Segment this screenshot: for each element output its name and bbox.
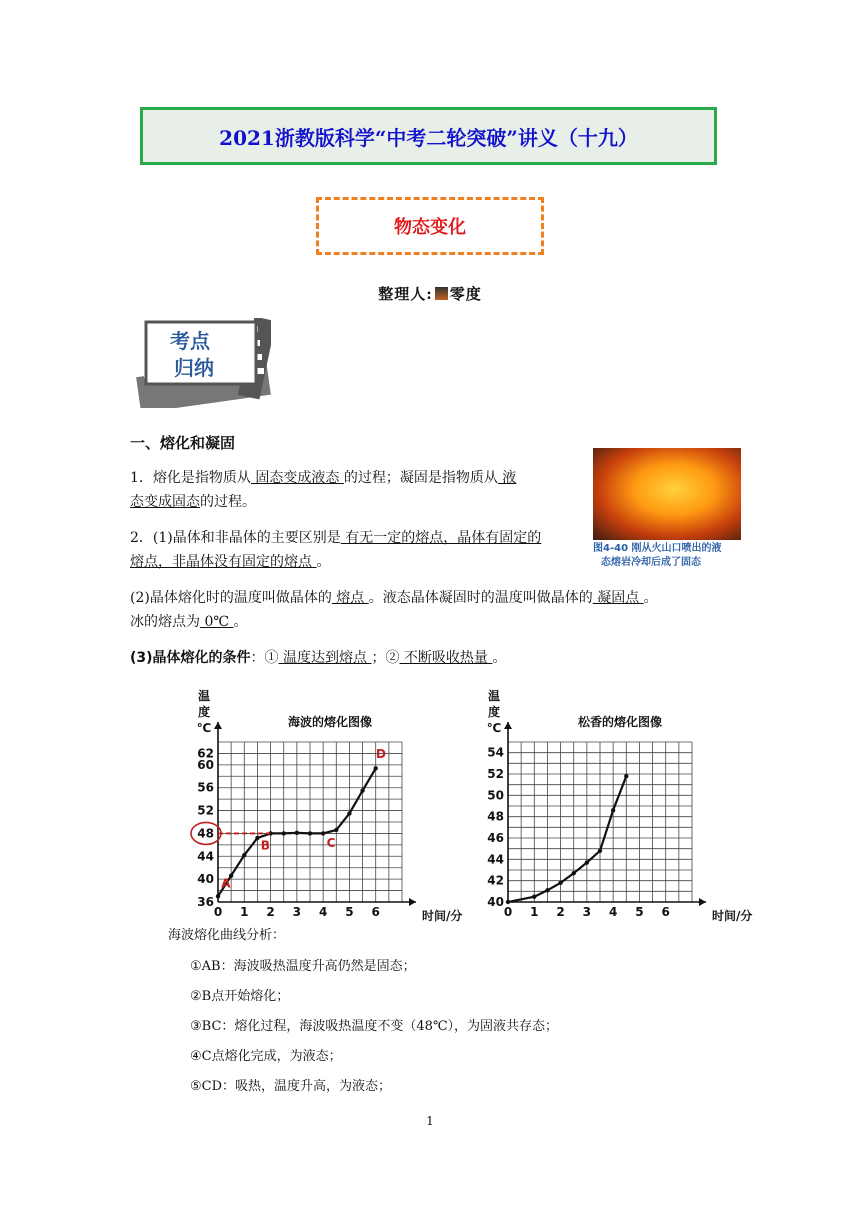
data-point bbox=[216, 894, 220, 898]
paragraph-2 bbox=[130, 526, 585, 574]
p4-text-d: ；② bbox=[371, 650, 400, 666]
p1-answer-1: 固态变成液态 bbox=[250, 470, 344, 486]
x-tick-label: 0 bbox=[213, 905, 223, 919]
p3-text-c: 。液态晶体凝固时的温度叫做晶体的 bbox=[368, 590, 593, 606]
y-tick-label: 52 bbox=[487, 767, 504, 781]
y-tick-label: 42 bbox=[487, 873, 504, 888]
y-tick-label: 60 bbox=[197, 757, 214, 772]
analysis-item: ②B点开始熔化； bbox=[190, 989, 290, 1004]
analysis-list bbox=[190, 952, 558, 1102]
p4-text-b: ：① bbox=[250, 650, 279, 666]
lava-caption-line1: 图4-40 刚从火山口喷出的液 bbox=[593, 543, 722, 554]
data-point bbox=[611, 808, 615, 812]
p1-answer-2a: 液 bbox=[497, 470, 517, 486]
data-point bbox=[585, 860, 589, 864]
data-point bbox=[255, 836, 259, 840]
point-label: A bbox=[221, 876, 231, 891]
chart-hypo-melting bbox=[190, 684, 470, 924]
point-label: D bbox=[375, 747, 386, 761]
p3-text-a: (2)晶体熔化时的温度叫做晶体的 bbox=[130, 590, 332, 606]
paragraph-4 bbox=[130, 646, 770, 670]
x-tick-label: 3 bbox=[582, 905, 592, 919]
chart-rosin-melting bbox=[480, 684, 760, 924]
p1-text-a: 1．熔化是指物质从 bbox=[130, 470, 251, 486]
y-tick-label: 52 bbox=[197, 803, 214, 818]
analysis-item: ③BC：熔化过程，海波吸热温度不变（48℃），为固液共存态； bbox=[190, 1019, 558, 1034]
p3-answer-2: 凝固点 bbox=[592, 590, 644, 606]
y-axis-label: 温 bbox=[197, 689, 211, 703]
y-axis-label: 温 bbox=[487, 689, 501, 703]
title-box bbox=[140, 107, 717, 165]
data-point bbox=[360, 788, 364, 792]
data-point bbox=[334, 828, 338, 832]
subtitle-box bbox=[316, 197, 544, 255]
data-point bbox=[624, 774, 628, 778]
p3-text-f: 冰的熔点为 bbox=[130, 614, 200, 630]
data-point bbox=[308, 831, 312, 835]
x-tick-label: 6 bbox=[371, 905, 380, 919]
p4-heading: (3)晶体熔化的条件 bbox=[130, 650, 251, 666]
data-point bbox=[545, 888, 549, 892]
y-tick-label: 46 bbox=[487, 831, 504, 845]
x-tick-label: 3 bbox=[292, 905, 302, 919]
data-point bbox=[532, 894, 536, 898]
x-axis-arrow bbox=[699, 898, 706, 906]
x-tick-label: 1 bbox=[530, 905, 539, 919]
badge-graphic bbox=[136, 318, 271, 408]
editor-line bbox=[0, 283, 860, 304]
data-point bbox=[506, 900, 510, 904]
paragraph-3 bbox=[130, 586, 770, 634]
y-tick-label: 44 bbox=[487, 852, 504, 867]
y-axis-arrow bbox=[214, 722, 222, 729]
analysis-item: ⑤CD：吸热，温度升高，为液态； bbox=[190, 1079, 392, 1094]
x-tick-label: 2 bbox=[556, 905, 565, 919]
data-point bbox=[558, 881, 562, 885]
p3-text-h: 。 bbox=[233, 614, 248, 630]
y-axis-label: 度 bbox=[197, 705, 211, 719]
point-label: B bbox=[260, 838, 270, 853]
data-point bbox=[242, 853, 246, 857]
p1-text-f: 的过程。 bbox=[200, 494, 256, 510]
p1-answer-2b: 态变成固态 bbox=[130, 494, 200, 510]
data-point bbox=[282, 831, 286, 835]
badge-line1: 考点 bbox=[170, 329, 210, 353]
y-tick-label: 36 bbox=[197, 895, 214, 909]
x-tick-label: 4 bbox=[318, 905, 328, 919]
x-axis-arrow bbox=[409, 898, 416, 906]
y-tick-label: 50 bbox=[487, 788, 504, 803]
lava-caption-line2: 态熔岩冷却后成了固态 bbox=[601, 557, 701, 568]
data-point bbox=[598, 849, 602, 853]
page-title: 2021浙教版科学“中考二轮突破”讲义（十九） bbox=[219, 125, 638, 150]
editor-label: 整理人: bbox=[378, 285, 433, 303]
x-tick-label: 1 bbox=[240, 905, 249, 919]
lava-photo bbox=[593, 448, 741, 540]
point-label: C bbox=[326, 836, 336, 851]
x-tick-label: 2 bbox=[266, 905, 275, 919]
p2-answer-b: 熔点，非晶体没有固定的熔点 bbox=[130, 554, 317, 570]
flower-icon bbox=[435, 287, 448, 300]
editor-name: 零度 bbox=[449, 285, 482, 303]
p1-text-c: 的过程；凝固是指物质从 bbox=[343, 470, 498, 486]
x-tick-label: 6 bbox=[661, 905, 670, 919]
y-tick-label: 56 bbox=[197, 780, 214, 795]
y-axis-label: ℃ bbox=[486, 721, 502, 735]
data-point bbox=[572, 871, 576, 875]
analysis-heading: 海波熔化曲线分析： bbox=[168, 928, 286, 943]
x-tick-label: 0 bbox=[503, 905, 513, 919]
y-tick-label: 62 bbox=[197, 746, 214, 761]
x-tick-label: 5 bbox=[635, 905, 644, 919]
p2-text-a: 2．(1)晶体和非晶体的主要区别是 bbox=[130, 530, 341, 546]
p3-text-e: 。 bbox=[643, 590, 658, 606]
grid bbox=[508, 742, 692, 902]
p2-text-d: 。 bbox=[316, 554, 331, 570]
p4-text-f: 。 bbox=[492, 650, 507, 666]
badge-line2: 归纳 bbox=[174, 356, 214, 380]
p3-answer-3: 0℃ bbox=[200, 614, 234, 630]
x-tick-label: 4 bbox=[608, 905, 618, 919]
p4-answer-1: 温度达到熔点 bbox=[278, 650, 372, 666]
y-tick-label: 40 bbox=[487, 895, 504, 909]
chart-title: 海波的熔化图像 bbox=[287, 715, 373, 729]
y-tick-label: 48 bbox=[487, 809, 504, 824]
chart-title: 松香的熔化图像 bbox=[577, 715, 663, 729]
data-point bbox=[295, 831, 299, 835]
x-tick-label: 5 bbox=[345, 905, 354, 919]
analysis-item: ④C点熔化完成，为液态； bbox=[190, 1049, 342, 1064]
y-axis-label: 度 bbox=[487, 705, 501, 719]
x-axis-label: 时间/分 bbox=[422, 909, 463, 923]
y-axis-label: ℃ bbox=[196, 721, 212, 735]
y-tick-label: 54 bbox=[487, 745, 504, 760]
y-tick-label: 44 bbox=[197, 849, 214, 864]
y-tick-label: 48 bbox=[197, 826, 214, 841]
section-heading: 一、熔化和凝固 bbox=[130, 434, 236, 452]
subtitle: 物态变化 bbox=[394, 217, 466, 238]
y-axis-arrow bbox=[504, 722, 512, 729]
paragraph-1 bbox=[130, 466, 585, 514]
grid bbox=[218, 742, 402, 902]
y-tick-label: 40 bbox=[197, 872, 214, 887]
x-axis-label: 时间/分 bbox=[712, 909, 753, 923]
p4-answer-2: 不断吸收热量 bbox=[399, 650, 493, 666]
page-number: 1 bbox=[426, 1114, 434, 1128]
data-point bbox=[321, 831, 325, 835]
lava-caption bbox=[593, 542, 743, 570]
p3-answer-1: 熔点 bbox=[331, 590, 369, 606]
p2-answer-a: 有无一定的熔点，晶体有固定的 bbox=[340, 530, 542, 546]
analysis-item: ①AB：海波吸热温度升高仍然是固态； bbox=[190, 959, 416, 974]
data-point bbox=[347, 811, 351, 815]
data-point bbox=[374, 766, 378, 770]
